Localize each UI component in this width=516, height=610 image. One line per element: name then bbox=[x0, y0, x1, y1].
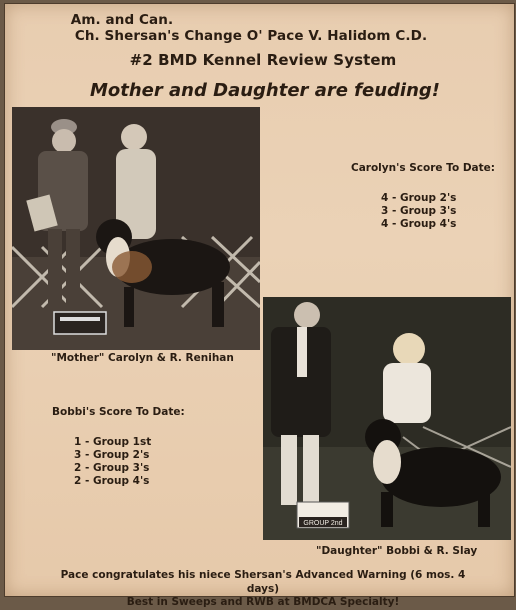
header-line-1: Am. and Can. bbox=[70, 12, 174, 28]
photo-mother bbox=[12, 107, 260, 350]
headline: Mother and Daughter are feuding! bbox=[89, 80, 441, 101]
carolyn-score-title: Carolyn's Score To Date: bbox=[351, 162, 495, 174]
photo-daughter-caption: "Daughter" Bobbi & R. Slay bbox=[316, 545, 478, 557]
photo-daughter bbox=[263, 297, 511, 540]
bobbi-score-row: 2 - Group 4's bbox=[74, 475, 150, 487]
header-line-3: #2 BMD Kennel Review System bbox=[129, 51, 397, 69]
photo-mother-image bbox=[12, 107, 260, 350]
footer-line-1: Pace congratulates his niece Shersan's Advanced Warning (6 mos. 4 days) bbox=[60, 569, 466, 595]
bobbi-score-row: 1 - Group 1st bbox=[74, 436, 152, 448]
bobbi-score-row: 2 - Group 3's bbox=[74, 462, 150, 474]
newspaper-clipping bbox=[4, 3, 515, 608]
photo-mother-caption: "Mother" Carolyn & R. Renihan bbox=[51, 352, 234, 364]
group-sign-text: GROUP 2nd bbox=[303, 520, 343, 527]
header-line-2: Ch. Shersan's Change O' Pace V. Halidom C.D. bbox=[74, 28, 428, 44]
carolyn-score-block bbox=[351, 162, 495, 231]
carolyn-score-row: 3 - Group 3's bbox=[381, 205, 457, 217]
footer-line-2: Best in Sweeps and RWB at BMDCA Specialty! bbox=[126, 596, 400, 608]
carolyn-score-row: 4 - Group 2's bbox=[381, 192, 457, 204]
photo-daughter-image bbox=[263, 297, 511, 540]
bobbi-score-block bbox=[52, 406, 185, 488]
bobbi-score-title: Bobbi's Score To Date: bbox=[52, 406, 185, 418]
footer-note bbox=[45, 569, 481, 610]
bobbi-score-row: 3 - Group 2's bbox=[74, 449, 150, 461]
carolyn-score-row: 4 - Group 4's bbox=[381, 218, 457, 230]
